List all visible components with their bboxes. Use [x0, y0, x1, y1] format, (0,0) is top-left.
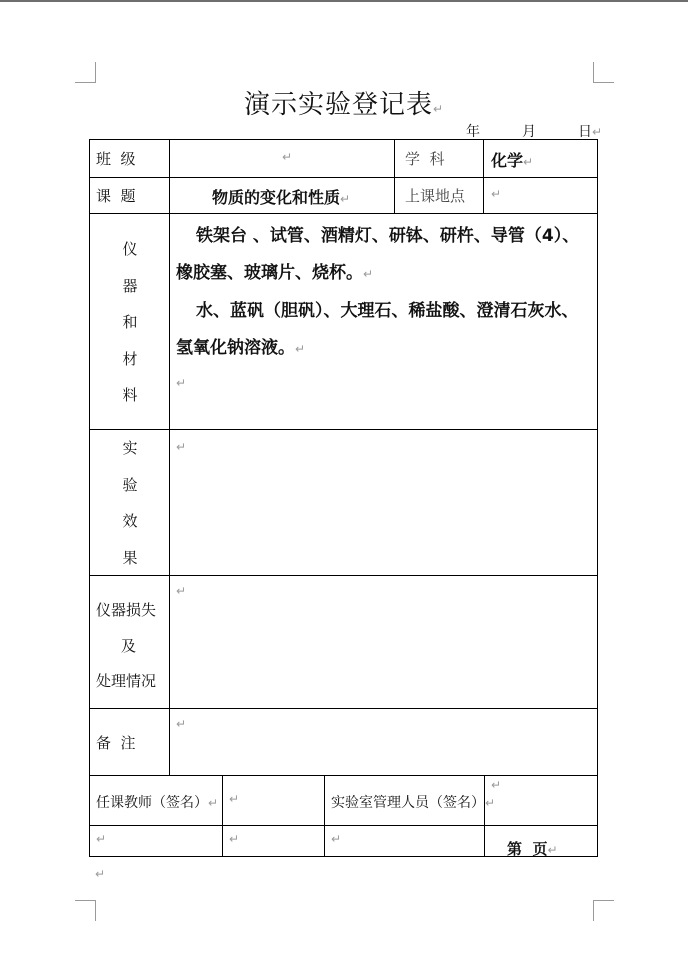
location-value-cell[interactable] [483, 177, 598, 213]
location-value-mark: ↵ [491, 187, 502, 201]
materials-label: 仪 器 和 材 料 [122, 240, 138, 404]
footer-cell-1-mark: ↵ [96, 832, 107, 846]
notes-content-mark: ↵ [176, 717, 187, 731]
footer-cell-2-mark: ↵ [229, 832, 240, 846]
loss-label: 仪器损失 及 处理情况 [96, 601, 157, 690]
page-number-cell [484, 825, 598, 857]
subject-label-cell [394, 139, 483, 177]
materials-line-4: 氢氧化钠溶液。↵ [176, 338, 306, 358]
class-label-cell [89, 139, 169, 177]
materials-line-1: 铁架台 、试管、酒精灯、研钵、研杵、导管（4）、 [196, 226, 580, 246]
materials-label-cell [89, 213, 169, 429]
subject-value-cell[interactable] [483, 139, 598, 177]
lab-manager-label: 实验室管理人员（签名）↵ [331, 795, 496, 811]
class-value-cell[interactable] [169, 139, 394, 177]
notes-content-cell[interactable] [169, 708, 598, 775]
teacher-label: 任课教师（签名）↵ [96, 795, 219, 811]
class-value-mark: ↵ [282, 150, 293, 164]
footer-cell-3[interactable] [324, 825, 484, 857]
topic-value[interactable]: 物质的变化和性质↵ [212, 188, 351, 207]
teacher-label-cell [89, 775, 222, 825]
loss-content-cell[interactable] [169, 575, 598, 708]
document-end-mark: ↵ [95, 867, 106, 881]
subject-value[interactable]: 化学↵ [491, 151, 534, 170]
materials-content-cell[interactable] [169, 213, 598, 429]
loss-label-cell [89, 575, 169, 708]
date-year[interactable]: 年 [466, 124, 480, 140]
effect-content-mark: ↵ [176, 440, 187, 454]
materials-line-3: 水、蓝矾（胆矾）、大理石、稀盐酸、澄清石灰水、 [196, 301, 579, 321]
document-title[interactable]: 演示实验登记表↵ [243, 90, 445, 120]
page-number-label: 第 页↵ [507, 840, 558, 858]
teacher-sign-mark: ↵ [229, 792, 240, 806]
crop-mark-bottom-right [593, 900, 614, 921]
materials-end-mark: ↵ [176, 376, 187, 390]
crop-mark-top-right [593, 62, 614, 83]
teacher-sign-cell[interactable] [222, 775, 324, 825]
window-top-border [0, 0, 688, 2]
effect-label-cell [89, 429, 169, 575]
effect-label: 实 验 效 果 [122, 439, 138, 567]
location-label: 上课地点 [405, 187, 466, 205]
date-day[interactable]: 日↵ [578, 124, 603, 140]
materials-line-2: 橡胶塞、玻璃片、烧杯。↵ [176, 263, 374, 283]
loss-content-mark: ↵ [176, 584, 187, 598]
topic-label: 课 题 [96, 187, 136, 205]
effect-content-cell[interactable] [169, 429, 598, 575]
topic-label-cell [89, 177, 169, 213]
lab-manager-label-cell [324, 775, 496, 825]
footer-cell-2[interactable] [222, 825, 324, 857]
crop-mark-top-left [75, 62, 96, 83]
lab-manager-sign-mark: ↵ [491, 778, 502, 792]
footer-cell-3-mark: ↵ [331, 832, 342, 846]
notes-label: 备 注 [96, 734, 136, 752]
location-label-cell [394, 177, 483, 213]
date-month[interactable]: 月 [522, 124, 536, 140]
class-label: 班 级 [96, 150, 136, 168]
materials-text[interactable] [170, 214, 597, 397]
lab-manager-sign-cell[interactable] [484, 775, 598, 825]
topic-value-cell[interactable] [169, 177, 394, 213]
footer-cell-1[interactable] [89, 825, 222, 857]
notes-label-cell [89, 708, 169, 775]
subject-label: 学 科 [405, 150, 445, 168]
crop-mark-bottom-left [75, 900, 96, 921]
